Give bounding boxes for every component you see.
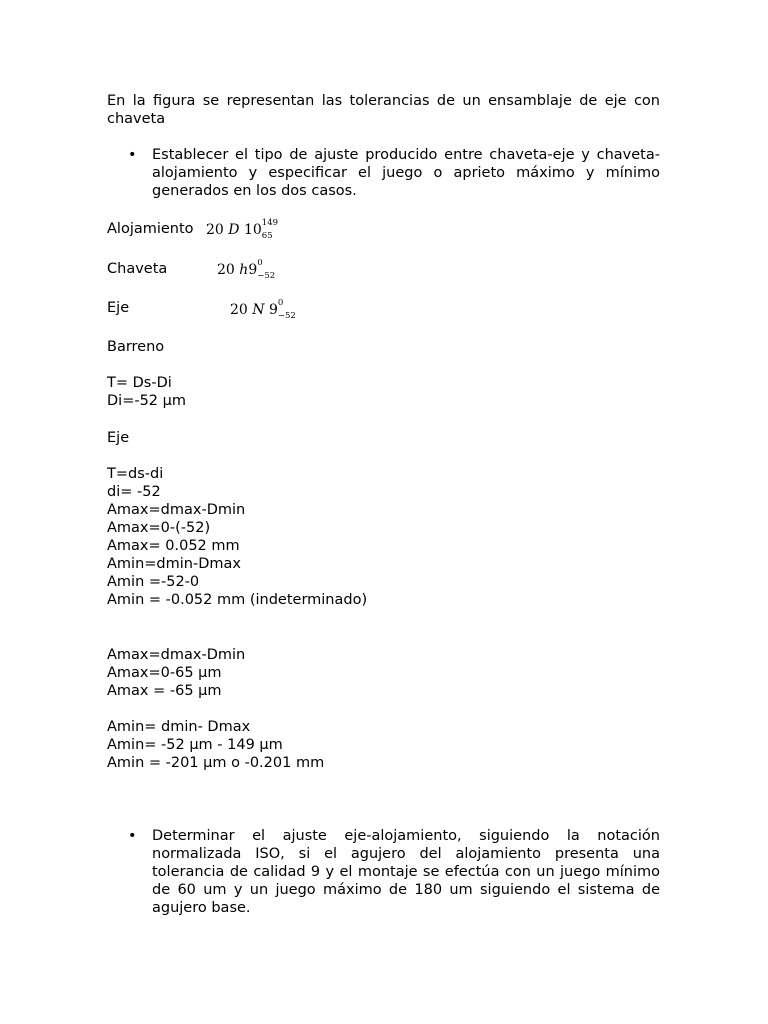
formula-grade: 10	[243, 222, 262, 238]
bullet-text-2: Determinar el ajuste eje-alojamiento, siguiendo la notación normalizada ISO, si el agujero del alojamiento presenta una tolerancia de calidad 9 y el montaje se efectúa con un juego mínimo de 60 um y un juego máximo de 180 um siguiendo el sistema de agujero base.	[152, 828, 660, 916]
tolerance-lower: −52	[277, 311, 296, 321]
label-alojamiento: Alojamiento	[107, 221, 194, 237]
tolerance-stack	[257, 258, 276, 281]
formula-nominal: 20	[206, 222, 224, 238]
calc-line: Amin=dmin-Dmax	[107, 556, 241, 572]
calc-line: T= Ds-Di	[107, 375, 172, 391]
tolerance-upper: 0	[277, 298, 284, 308]
formula-letter: h	[239, 262, 249, 278]
calc-line: Di=-52 µm	[107, 393, 186, 409]
calc-line: Amin= dmin- Dmax	[107, 719, 251, 735]
formula-grade: 9	[268, 302, 278, 318]
label-chaveta: Chaveta	[107, 261, 168, 277]
heading-barreno: Barreno	[107, 339, 165, 355]
calc-line: Amax = -65 µm	[107, 683, 222, 699]
calc-line: Amin= -52 µm - 149 µm	[107, 737, 283, 753]
formula-letter: D	[228, 222, 240, 238]
calc-line: Amax=0-(-52)	[107, 520, 211, 536]
formula-alojamiento	[206, 218, 279, 241]
formula-letter: N	[252, 302, 265, 318]
calc-line: Amax=dmax-Dmin	[107, 647, 246, 663]
tolerance-lower: 65	[261, 231, 273, 241]
bullet-icon: •	[128, 828, 137, 844]
calc-line: Amin =-52-0	[107, 574, 200, 590]
formula-nominal: 20	[230, 302, 248, 318]
tolerance-stack	[261, 218, 279, 241]
calc-line: Amin = -0.052 mm (indeterminado)	[107, 592, 368, 608]
calc-line: di= -52	[107, 484, 161, 500]
formula-eje	[230, 298, 296, 321]
formula-chaveta	[217, 258, 276, 281]
calc-line: T=ds-di	[107, 466, 164, 482]
tolerance-stack	[277, 298, 296, 321]
calc-line: Amin = -201 µm o -0.201 mm	[107, 755, 325, 771]
calc-line: Amax= 0.052 mm	[107, 538, 240, 554]
heading-eje: Eje	[107, 430, 130, 446]
label-eje: Eje	[107, 300, 130, 316]
tolerance-upper: 0	[257, 258, 263, 268]
formula-nominal: 20	[217, 262, 235, 278]
calc-line: Amax=0-65 µm	[107, 665, 222, 681]
calc-line: Amax=dmax-Dmin	[107, 502, 246, 518]
tolerance-lower: −52	[257, 271, 276, 281]
bullet-text-1: Establecer el tipo de ajuste producido entre chaveta-eje y chaveta-alojamiento y especificar el juego o aprieto máximo y mínimo generados en los dos casos.	[152, 147, 660, 199]
tolerance-upper: 149	[261, 218, 279, 228]
bullet-icon: •	[128, 147, 137, 163]
intro-paragraph: En la figura se representan las tolerancias de un ensamblaje de eje con chaveta	[107, 93, 660, 127]
formula-grade: 9	[248, 262, 258, 278]
